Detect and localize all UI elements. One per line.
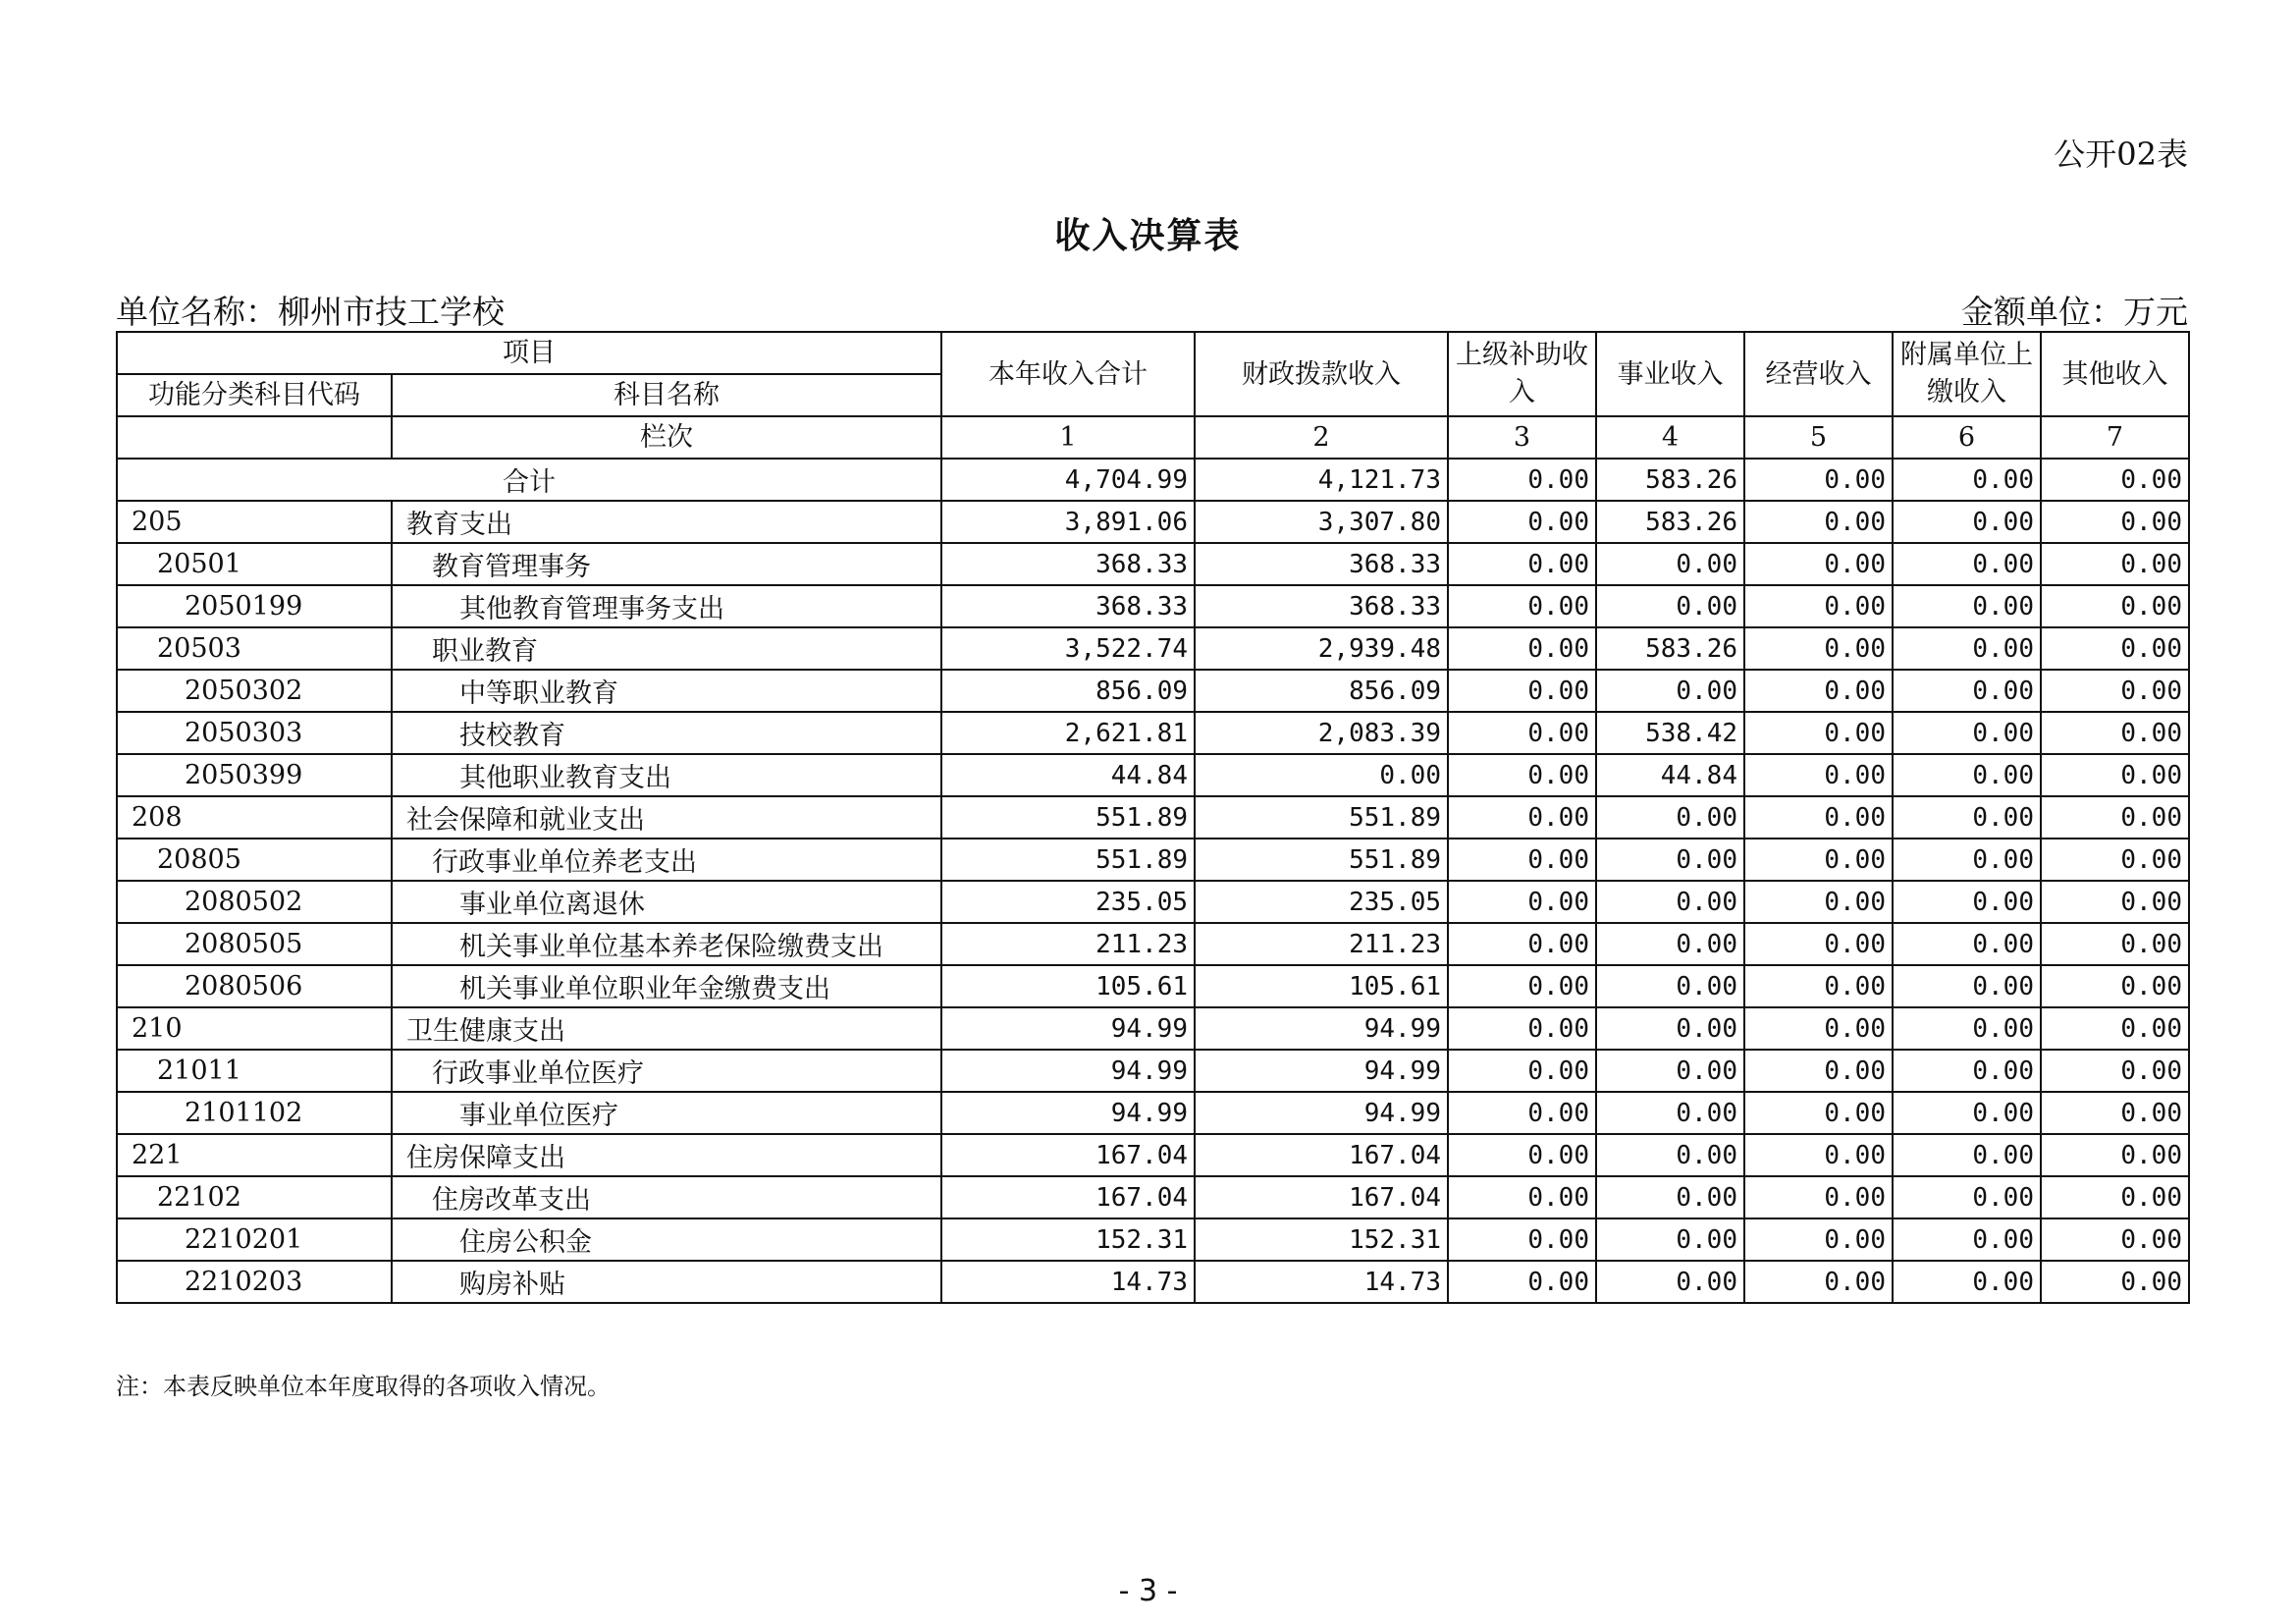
row-value-1: 167.04 (941, 1176, 1195, 1218)
header-col-5: 经营收入 (1744, 332, 1893, 416)
row-value-3: 0.00 (1448, 923, 1596, 965)
table-row (117, 1176, 2189, 1218)
table-row (117, 670, 2189, 712)
header-code: 功能分类科目代码 (117, 374, 392, 416)
row-value-5: 0.00 (1744, 754, 1893, 796)
row-value-3: 0.00 (1448, 1050, 1596, 1092)
row-code: 2050199 (117, 585, 392, 627)
row-value-5: 0.00 (1744, 965, 1893, 1007)
row-value-6: 0.00 (1893, 1218, 2041, 1261)
row-value-2: 152.31 (1195, 1218, 1448, 1261)
row-value-5: 0.00 (1744, 1134, 1893, 1176)
row-value-1: 3,891.06 (941, 501, 1195, 543)
table-note: 注：本表反映单位本年度取得的各项收入情况。 (116, 1373, 611, 1400)
row-code: 2101102 (117, 1092, 392, 1134)
row-value-2: 14.73 (1195, 1261, 1448, 1303)
row-code: 20503 (117, 627, 392, 670)
col-number-6: 6 (1893, 416, 2041, 459)
row-value-7: 0.00 (2041, 923, 2189, 965)
row-value-1: 3,522.74 (941, 627, 1195, 670)
row-value-1: 167.04 (941, 1134, 1195, 1176)
row-value-5: 0.00 (1744, 712, 1893, 754)
row-value-1: 211.23 (941, 923, 1195, 965)
row-code: 21011 (117, 1050, 392, 1092)
row-value-4: 583.26 (1596, 501, 1744, 543)
header-col-index-label: 栏次 (392, 416, 941, 459)
table-row (117, 1007, 2189, 1050)
row-name: 其他职业教育支出 (392, 754, 941, 796)
row-value-7: 0.00 (2041, 965, 2189, 1007)
row-value-5: 0.00 (1744, 1007, 1893, 1050)
table-row (117, 965, 2189, 1007)
row-name: 行政事业单位医疗 (392, 1050, 941, 1092)
row-value-1: 14.73 (941, 1261, 1195, 1303)
header-col-4: 事业收入 (1596, 332, 1744, 416)
page-number: - 3 - (1118, 1574, 1178, 1608)
income-table (116, 331, 2190, 1304)
row-value-3: 0.00 (1448, 881, 1596, 923)
row-value-1: 105.61 (941, 965, 1195, 1007)
row-value-2: 3,307.80 (1195, 501, 1448, 543)
header-col-1: 本年收入合计 (941, 332, 1195, 416)
page-title: 收入决算表 (1054, 215, 1242, 256)
row-value-7: 0.00 (2041, 585, 2189, 627)
row-value-3: 0.00 (1448, 1261, 1596, 1303)
table-row (117, 923, 2189, 965)
row-value-1: 551.89 (941, 796, 1195, 839)
row-value-4: 0.00 (1596, 1218, 1744, 1261)
row-code: 2080505 (117, 923, 392, 965)
row-value-3: 0.00 (1448, 1134, 1596, 1176)
row-name: 购房补贴 (392, 1261, 941, 1303)
row-value-4: 0.00 (1596, 923, 1744, 965)
row-value-4: 0.00 (1596, 1092, 1744, 1134)
table-row (117, 796, 2189, 839)
row-value-2: 94.99 (1195, 1092, 1448, 1134)
total-value-4: 583.26 (1596, 459, 1744, 501)
row-name: 社会保障和就业支出 (392, 796, 941, 839)
row-value-7: 0.00 (2041, 712, 2189, 754)
total-value-6: 0.00 (1893, 459, 2041, 501)
row-value-6: 0.00 (1893, 627, 2041, 670)
total-value-5: 0.00 (1744, 459, 1893, 501)
row-value-5: 0.00 (1744, 796, 1893, 839)
table-row (117, 1261, 2189, 1303)
row-value-7: 0.00 (2041, 839, 2189, 881)
row-value-5: 0.00 (1744, 1050, 1893, 1092)
row-code: 22102 (117, 1176, 392, 1218)
row-value-7: 0.00 (2041, 1092, 2189, 1134)
row-value-6: 0.00 (1893, 965, 2041, 1007)
row-value-7: 0.00 (2041, 543, 2189, 585)
row-value-6: 0.00 (1893, 839, 2041, 881)
row-value-4: 0.00 (1596, 1134, 1744, 1176)
row-value-4: 0.00 (1596, 585, 1744, 627)
table-header (117, 332, 2189, 459)
row-value-5: 0.00 (1744, 1261, 1893, 1303)
unit-name: 单位名称：柳州市技工学校 (116, 293, 505, 331)
row-value-4: 44.84 (1596, 754, 1744, 796)
row-value-4: 0.00 (1596, 1050, 1744, 1092)
col-number-1: 1 (941, 416, 1195, 459)
row-value-4: 0.00 (1596, 965, 1744, 1007)
table-row (117, 543, 2189, 585)
row-value-4: 0.00 (1596, 670, 1744, 712)
row-value-2: 0.00 (1195, 754, 1448, 796)
row-value-2: 2,939.48 (1195, 627, 1448, 670)
row-name: 住房改革支出 (392, 1176, 941, 1218)
row-value-1: 368.33 (941, 543, 1195, 585)
row-value-2: 551.89 (1195, 839, 1448, 881)
header-col-7: 其他收入 (2041, 332, 2189, 416)
row-value-6: 0.00 (1893, 923, 2041, 965)
row-value-7: 0.00 (2041, 1176, 2189, 1218)
row-value-4: 0.00 (1596, 543, 1744, 585)
col-number-7: 7 (2041, 416, 2189, 459)
row-value-6: 0.00 (1893, 881, 2041, 923)
row-value-7: 0.00 (2041, 796, 2189, 839)
row-value-1: 94.99 (941, 1007, 1195, 1050)
row-value-3: 0.00 (1448, 670, 1596, 712)
row-value-6: 0.00 (1893, 712, 2041, 754)
row-value-1: 152.31 (941, 1218, 1195, 1261)
row-value-3: 0.00 (1448, 754, 1596, 796)
header-project: 项目 (117, 332, 941, 374)
row-value-3: 0.00 (1448, 796, 1596, 839)
row-value-6: 0.00 (1893, 543, 2041, 585)
row-value-4: 538.42 (1596, 712, 1744, 754)
row-value-7: 0.00 (2041, 1050, 2189, 1092)
row-value-2: 551.89 (1195, 796, 1448, 839)
total-label: 合计 (117, 459, 941, 501)
table-row (117, 881, 2189, 923)
table-row (117, 501, 2189, 543)
row-value-3: 0.00 (1448, 585, 1596, 627)
row-value-5: 0.00 (1744, 543, 1893, 585)
row-name: 住房公积金 (392, 1218, 941, 1261)
row-value-2: 2,083.39 (1195, 712, 1448, 754)
row-value-5: 0.00 (1744, 670, 1893, 712)
row-code: 2080506 (117, 965, 392, 1007)
row-value-4: 0.00 (1596, 839, 1744, 881)
total-row (117, 459, 2189, 501)
row-code: 20501 (117, 543, 392, 585)
row-value-7: 0.00 (2041, 754, 2189, 796)
row-value-7: 0.00 (2041, 627, 2189, 670)
row-value-5: 0.00 (1744, 1176, 1893, 1218)
row-value-4: 0.00 (1596, 1176, 1744, 1218)
row-value-1: 44.84 (941, 754, 1195, 796)
col-number-3: 3 (1448, 416, 1596, 459)
row-value-6: 0.00 (1893, 1134, 2041, 1176)
row-value-7: 0.00 (2041, 1007, 2189, 1050)
row-name: 教育管理事务 (392, 543, 941, 585)
row-code: 2080502 (117, 881, 392, 923)
form-number: 公开02表 (2054, 135, 2188, 173)
row-value-2: 105.61 (1195, 965, 1448, 1007)
row-value-3: 0.00 (1448, 1007, 1596, 1050)
row-value-2: 235.05 (1195, 881, 1448, 923)
row-value-5: 0.00 (1744, 627, 1893, 670)
row-value-6: 0.00 (1893, 1092, 2041, 1134)
row-value-7: 0.00 (2041, 1261, 2189, 1303)
row-value-5: 0.00 (1744, 501, 1893, 543)
row-value-3: 0.00 (1448, 543, 1596, 585)
row-value-3: 0.00 (1448, 839, 1596, 881)
row-value-5: 0.00 (1744, 585, 1893, 627)
row-value-1: 94.99 (941, 1050, 1195, 1092)
table-row (117, 839, 2189, 881)
col-number-4: 4 (1596, 416, 1744, 459)
row-value-5: 0.00 (1744, 1218, 1893, 1261)
row-code: 2050302 (117, 670, 392, 712)
row-code: 2050303 (117, 712, 392, 754)
row-value-1: 94.99 (941, 1092, 1195, 1134)
row-value-6: 0.00 (1893, 670, 2041, 712)
total-value-2: 4,121.73 (1195, 459, 1448, 501)
row-value-5: 0.00 (1744, 923, 1893, 965)
header-col-3: 上级补助收入 (1448, 332, 1596, 416)
row-value-4: 583.26 (1596, 627, 1744, 670)
row-value-7: 0.00 (2041, 881, 2189, 923)
row-name: 机关事业单位基本养老保险缴费支出 (392, 923, 941, 965)
header-col-2: 财政拨款收入 (1195, 332, 1448, 416)
row-code: 2050399 (117, 754, 392, 796)
row-value-4: 0.00 (1596, 881, 1744, 923)
row-value-7: 0.00 (2041, 1134, 2189, 1176)
total-value-7: 0.00 (2041, 459, 2189, 501)
header-blank-cell (117, 416, 392, 459)
row-value-6: 0.00 (1893, 1176, 2041, 1218)
table-row (117, 712, 2189, 754)
amount-unit: 金额单位：万元 (1961, 293, 2188, 331)
row-value-2: 856.09 (1195, 670, 1448, 712)
row-name: 事业单位医疗 (392, 1092, 941, 1134)
row-value-6: 0.00 (1893, 1007, 2041, 1050)
table-row (117, 1092, 2189, 1134)
row-value-4: 0.00 (1596, 1261, 1744, 1303)
row-code: 20805 (117, 839, 392, 881)
row-value-5: 0.00 (1744, 881, 1893, 923)
table-row (117, 1218, 2189, 1261)
row-code: 221 (117, 1134, 392, 1176)
table-row (117, 754, 2189, 796)
row-name: 卫生健康支出 (392, 1007, 941, 1050)
row-value-3: 0.00 (1448, 1092, 1596, 1134)
row-value-2: 167.04 (1195, 1134, 1448, 1176)
col-number-2: 2 (1195, 416, 1448, 459)
row-value-1: 856.09 (941, 670, 1195, 712)
row-value-1: 235.05 (941, 881, 1195, 923)
row-value-7: 0.00 (2041, 1218, 2189, 1261)
row-value-3: 0.00 (1448, 627, 1596, 670)
row-value-2: 94.99 (1195, 1050, 1448, 1092)
row-value-5: 0.00 (1744, 1092, 1893, 1134)
row-name: 事业单位离退休 (392, 881, 941, 923)
row-value-3: 0.00 (1448, 965, 1596, 1007)
row-value-2: 94.99 (1195, 1007, 1448, 1050)
row-code: 208 (117, 796, 392, 839)
row-value-1: 551.89 (941, 839, 1195, 881)
row-code: 2210201 (117, 1218, 392, 1261)
row-value-6: 0.00 (1893, 585, 2041, 627)
row-code: 210 (117, 1007, 392, 1050)
row-name: 机关事业单位职业年金缴费支出 (392, 965, 941, 1007)
row-value-6: 0.00 (1893, 501, 2041, 543)
row-value-4: 0.00 (1596, 796, 1744, 839)
row-value-7: 0.00 (2041, 501, 2189, 543)
row-name: 其他教育管理事务支出 (392, 585, 941, 627)
row-value-2: 167.04 (1195, 1176, 1448, 1218)
row-name: 中等职业教育 (392, 670, 941, 712)
table-row (117, 627, 2189, 670)
total-value-3: 0.00 (1448, 459, 1596, 501)
col-number-5: 5 (1744, 416, 1893, 459)
row-value-2: 368.33 (1195, 543, 1448, 585)
row-name: 技校教育 (392, 712, 941, 754)
table-row (117, 1134, 2189, 1176)
row-value-5: 0.00 (1744, 839, 1893, 881)
row-value-3: 0.00 (1448, 1218, 1596, 1261)
header-name: 科目名称 (392, 374, 941, 416)
row-value-4: 0.00 (1596, 1007, 1744, 1050)
row-value-3: 0.00 (1448, 1176, 1596, 1218)
total-value-1: 4,704.99 (941, 459, 1195, 501)
row-value-1: 368.33 (941, 585, 1195, 627)
row-value-2: 211.23 (1195, 923, 1448, 965)
row-code: 205 (117, 501, 392, 543)
row-value-3: 0.00 (1448, 712, 1596, 754)
row-name: 行政事业单位养老支出 (392, 839, 941, 881)
row-value-6: 0.00 (1893, 1261, 2041, 1303)
row-value-3: 0.00 (1448, 501, 1596, 543)
table-row (117, 585, 2189, 627)
row-name: 住房保障支出 (392, 1134, 941, 1176)
row-value-6: 0.00 (1893, 754, 2041, 796)
table-row (117, 1050, 2189, 1092)
row-code: 2210203 (117, 1261, 392, 1303)
row-value-6: 0.00 (1893, 1050, 2041, 1092)
row-name: 职业教育 (392, 627, 941, 670)
row-value-2: 368.33 (1195, 585, 1448, 627)
row-name: 教育支出 (392, 501, 941, 543)
header-col-6: 附属单位上缴收入 (1893, 332, 2041, 416)
row-value-1: 2,621.81 (941, 712, 1195, 754)
table-body (117, 459, 2189, 1303)
row-value-7: 0.00 (2041, 670, 2189, 712)
row-value-6: 0.00 (1893, 796, 2041, 839)
